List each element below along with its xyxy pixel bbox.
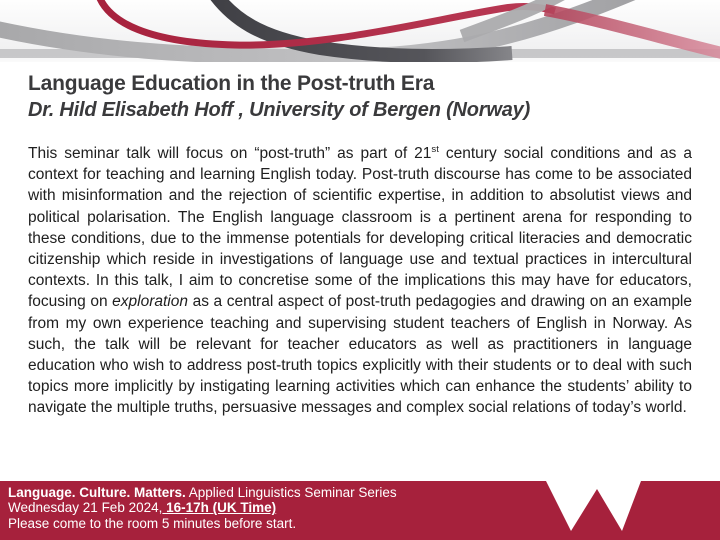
footer-room-note-line: Please come to the room 5 minutes before start. — [8, 515, 297, 531]
ribbon-waves-graphic — [0, 0, 720, 62]
seminar-title: Language Education in the Post-truth Era — [28, 72, 435, 95]
abstract-paragraph: This seminar talk will focus on “post-truth” as part of 21st century social conditions and as a context for teaching and learning English today. Post-truth discourse has come to be associated with misinformation and the rejection of scientific expertise, in addition to absolutist views and political polarisation. The English language classroom is a pertinent arena for responding to these conditions, due to the immense potentials for developing critical literacies and democratic citizenship which reside in investigations of language use and textual practices in intercultural contexts. In this talk, I aim to concretise some of the implications this may have for educators, focusing on exploration as a central aspect of post-truth pedagogies and drawing on an example from my own experience teaching and supervising student teachers of English in Norway. As such, the talk will be relevant for teacher educators as well as practitioners in language education who wish to address post-truth topics explicitly with their students or to deal with such topics more implicitly by instigating learning activities which can enhance the students’ ability to navigate the multiple truths, persuasive messages and complex social relations of today’s world. — [28, 143, 692, 417]
footer-series-line: Language. Culture. Matters. Applied Linguistics Seminar Series — [8, 485, 397, 500]
header — [28, 70, 692, 123]
footer-text-block — [8, 485, 397, 531]
decorative-ribbon-banner — [0, 0, 720, 62]
pink-swoosh-ribbon — [545, 10, 720, 54]
speaker-affiliation-line: Dr. Hild Elisabeth Hoff , University of Bergen (Norway) — [28, 99, 531, 121]
footer-bar — [0, 481, 720, 540]
footer-date-time-line: Wednesday 21 Feb 2024, 16-17h (UK Time) — [8, 500, 277, 516]
